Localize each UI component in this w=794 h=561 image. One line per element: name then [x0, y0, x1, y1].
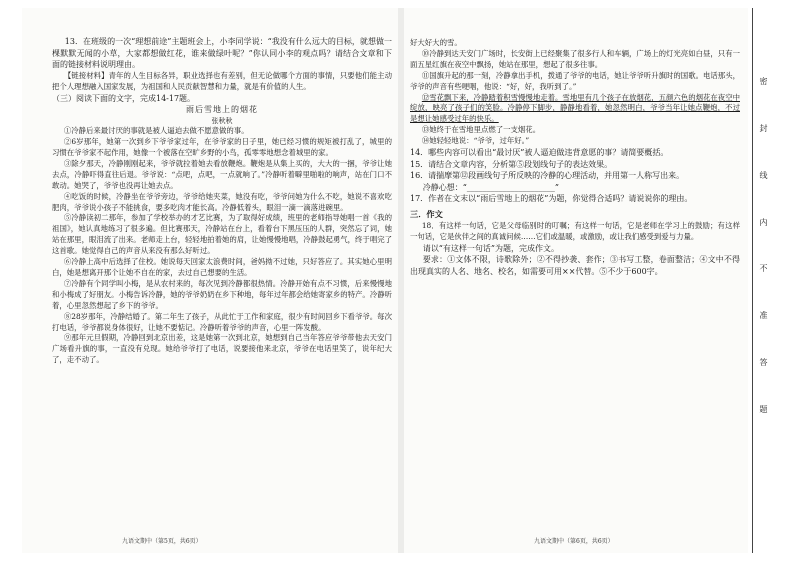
story-paragraph-12: ⑫雪花飘下来，冷静踏着积雪慢慢地走着。雪地里有几个孩子在放烟花，五颜六色的烟花在夜空中绽放，映亮了孩子们的笑脸。冷静停下脚步，静静地看着，她忽然明白，爷爷当年让她点鞭炮，不过是想让她感受过年的快乐。 — [410, 92, 740, 124]
story-paragraph-3: ③除夕那天，冷静刚刚起来，爷爷就拉着她去看放鞭炮。鞭炮是从集上买的，大大的一捆，爷爷让她去点，冷静吓得直往后退。爷爷说：“点吧，点吧，一点就响了。”冷静听着噼里啪啦的响声，站在门口不敢动。她哭了，爷爷也没再让她去点。 — [52, 158, 392, 190]
essay-requirements: 要求：①文体不限，诗歌除外；②不得抄袭、套作；③书写工整，卷面整洁；④文中不得出现真实的人名、地名、校名，如需要可用××代替。⑤不少于600字。 — [410, 255, 740, 277]
question-18: 18．有这样一句话，它是父母临别时的叮嘱；有这样一句话，它是老师在学习上的鼓励；有这样一句话，它是伙伴之间的真诚问候……它们或温暖，或激励，或让我们感受到爱与力量。 — [410, 221, 740, 241]
reading-instruction: （三）阅读下面的文字，完成14-17题。 — [52, 93, 196, 103]
seal-char: 密 — [759, 76, 768, 86]
story-paragraph-9: ⑨那年元旦假期，冷静回到北京出差，这是她第一次到北京，她想到自己当年答应爷爷带他去天安门广场看升旗的事，一直没有兑现。她给爷爷打了电话，说要接他来北京，爷爷在电话里笑了，说年纪大了，走不动了。 — [52, 333, 392, 365]
seal-char: 题 — [759, 405, 768, 415]
link-material: 【链接材料】青年的人生目标各异，职业选择也有差别，但无论做哪个方面的事情，只要他们能主动把个人理想融入国家发展，为祖国和人民贡献智慧和力量，就是有价值的人生。 — [52, 70, 392, 91]
seal-char: 内 — [759, 217, 768, 227]
story-paragraph-14: ⑭她轻轻地说：“爷爷，过年好。” — [421, 136, 530, 146]
story-paragraph-11: ⑪国旗升起的那一刻，冷静拿出手机，拨通了爷爷的电话，她让爷爷听升旗时的国歌。电话那头，爷爷的声音有些哽咽，他说：“好，好，我听到了。” — [410, 70, 740, 91]
question-15: 15．请结合文章内容，分析第⑤段划线句子的表达效果。 — [410, 159, 613, 169]
page-footer-left: 九语文期中（第5页，共6页） — [122, 538, 202, 545]
right-page — [404, 8, 748, 553]
question-16-answer-line: 冷静心想：“______________________” — [422, 182, 559, 192]
seal-char: 封 — [759, 123, 768, 133]
story-paragraph-5: ⑤冷静读初二那年，参加了学校举办的才艺比赛，为了取得好成绩，班里的老师指导她唱一首《我的祖国》，她认真地练习了很多遍。但比赛那天，冷静站在台上，看着台下黑压压的人群，突然忘了词，她站在那里，眼泪流了出来。老师走上台，轻轻地拍着她的肩，让她慢慢地唱，冷静鼓起勇气，终于唱完了这首歌。她觉得自己的声音从来没有那么好听过。 — [52, 213, 392, 256]
question-13: 13．在班级的一次“理想前途”主题班会上，小李同学说：“我没有什么远大的目标，就想做一棵默默无闻的小草，大家都想做红花，谁来做绿叶呢？”你认同小李的观点吗？请结合文章和下面的链接材料说明理由。 — [52, 37, 392, 70]
story-continue: 好大好大的雪。 — [410, 38, 462, 47]
seal-char: 线 — [759, 170, 768, 180]
essay-prompt: 请以“有这样一句话”为题，完成作文。 — [422, 243, 559, 253]
story-paragraph-13: ⑬她终于在雪地里点燃了一支烟花。 — [421, 125, 541, 135]
question-16: 16．请揣摩第⑫段画线句子所反映的冷静的心理活动，并用第一人称写出来。 — [410, 171, 685, 181]
story-paragraph-8: ⑧28岁那年，冷静结婚了。第二年生了孩子，从此忙于工作和家庭，很少有时间回乡下看爷爷。每次打电话，爷爷都说身体很好，让她不要惦记。冷静听着爷爷的声音，心里一阵发酸。 — [52, 311, 392, 332]
story-paragraph-1: ①冷静后来最讨厌的事就是被人逼迫去做不愿意做的事。 — [63, 126, 249, 136]
story-paragraph-7: ⑦冷静有个同学叫小梅，是从农村来的，每次见到冷静都很热情。冷静开始有点不习惯，后来慢慢地和小梅成了好朋友。小梅告诉冷静，她的爷爷奶奶在乡下种地，每年过年都会给她寄家乡的特产。冷静听着，心里忽然想起了乡下的爷爷。 — [52, 278, 392, 310]
question-14: 14．哪些内容可以看出“最讨厌”被人逼迫做违背意愿的事？请简要概括。 — [410, 148, 669, 158]
story-author: 张秋秋 — [211, 117, 233, 126]
page-footer-right: 九语文期中（第6页，共6页） — [534, 538, 614, 545]
story-paragraph-6: ⑥冷静上高中后选择了住校。她说每天回家太浪费时间，爸妈拗不过她，只好答应了。其实她心里明白，她是想离开那个让她不自在的家，去过自己想要的生活。 — [52, 257, 392, 277]
section-essay: 三．作文 — [410, 209, 443, 220]
question-17: 17．作者在文末以“雨后雪地上的烟花”为题，你觉得合适吗？请说说你的理由。 — [410, 194, 693, 204]
seal-line — [752, 8, 774, 553]
story-paragraph-2: ②6岁那年，她第一次到乡下爷爷家过年，在爷爷家的日子里，她已经习惯的规矩被打乱了，城里的习惯在爷爷家不起作用，她像一个被落在空旷乡野的小鸟，孤零零地想念着城里的家。 — [52, 137, 392, 157]
seal-char: 不 — [759, 264, 768, 274]
seal-char: 答 — [759, 358, 768, 368]
story-paragraph-10: ⑩冷静到达天安门广场时，长安街上已经聚集了很多行人和车辆，广场上的灯光亮如白昼，只有一面五星红旗在夜空中飘扬，她站在那里，想起了很多往事。 — [410, 48, 740, 69]
seal-char: 准 — [759, 311, 768, 321]
story-paragraph-4: ④吃饭的时候，冷静坐在爷爷旁边，爷爷给她夹菜，她没有吃，爷爷问她为什么不吃，她说不喜欢吃肥肉，爷爷说小孩子不能挑食，要多吃肉才能长高。冷静低着头，眼泪一滴一滴落进碗里。 — [52, 191, 392, 212]
left-page — [22, 8, 398, 553]
story-title: 雨后雪地上的烟花 — [186, 105, 258, 115]
